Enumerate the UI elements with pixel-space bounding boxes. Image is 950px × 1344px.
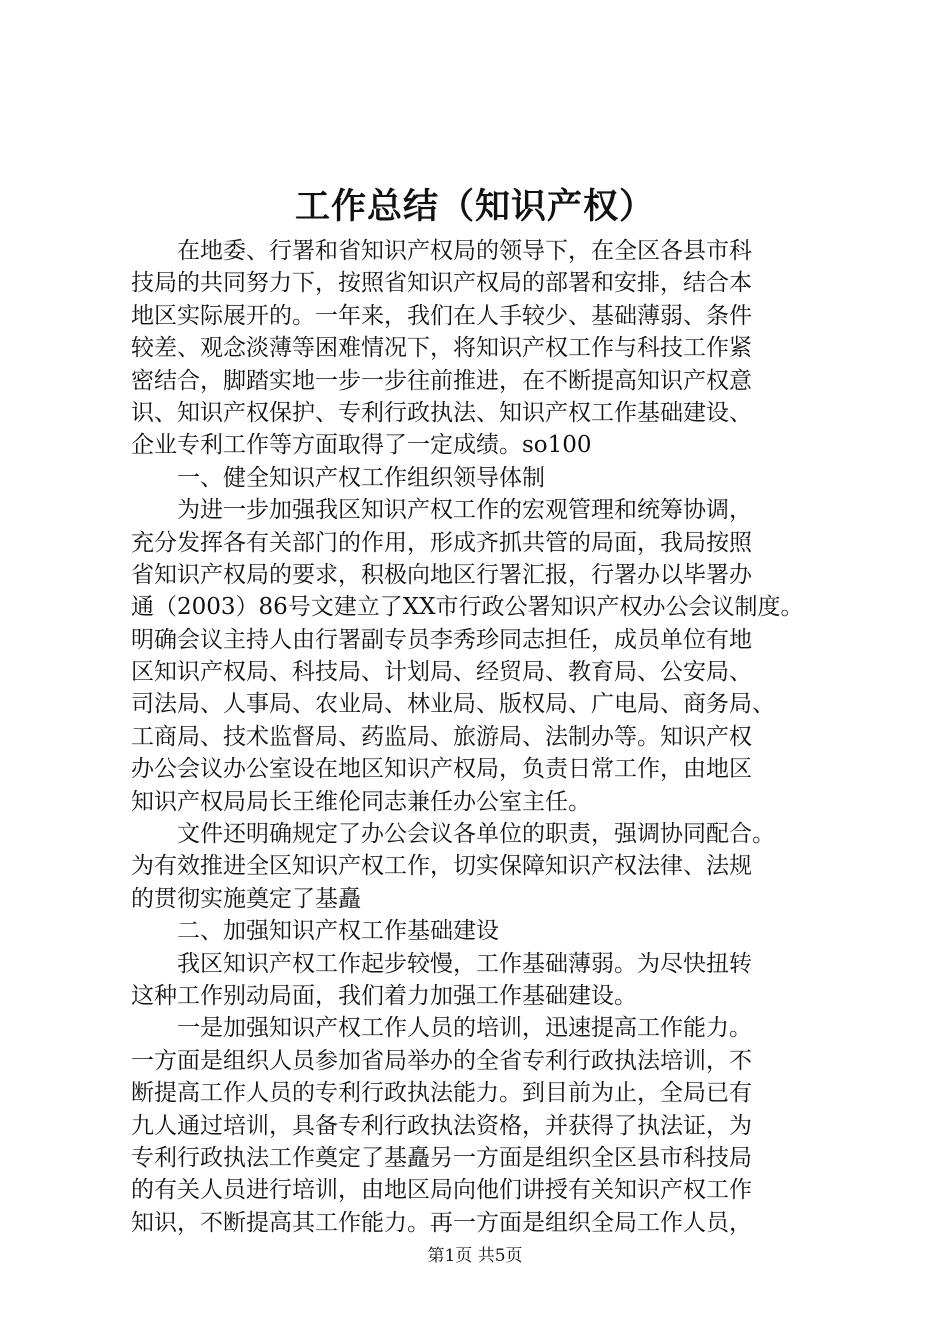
body-line: 办公会议办公室设在地区知识产权局，负责日常工作，由地区 [131,756,752,783]
body-line: 一、健全知识产权工作组织领导体制 [131,464,545,491]
body-line: 明确会议主持人由行署副专员李秀珍同志担任，成员单位有地 [131,626,752,653]
body-line: 充分发挥各有关部门的作用，形成齐抓共管的局面，我局按照 [131,529,752,556]
body-line: 断提高工作人员的专利行政执法能力。到目前为止，全局已有 [131,1080,752,1107]
body-line: 一是加强知识产权工作人员的培训，迅速提高工作能力。 [131,1015,752,1042]
body-line: 通（2003）86号文建立了XX市行政公署知识产权办公会议制度。 [131,594,804,621]
body-line: 知识，不断提高其工作能力。再一方面是组织全局工作人员， [131,1209,752,1236]
body-line: 的有关人员进行培训，由地区局向他们讲授有关知识产权工作 [131,1177,752,1204]
body-line: 企业专利工作等方面取得了一定成绩。so100 [131,432,592,459]
body-line: 司法局、人事局、农业局、林业局、版权局、广电局、商务局、 [131,691,775,718]
document-body [131,235,841,1239]
page-footer: 第1页 共5页 [427,1246,523,1266]
body-line: 工商局、技术监督局、药监局、旅游局、法制办等。知识产权 [131,723,752,750]
body-line: 区知识产权局、科技局、计划局、经贸局、教育局、公安局、 [131,659,752,686]
body-line: 二、加强知识产权工作基础建设 [131,918,499,945]
document-title: 工作总结（知识产权） [294,187,655,227]
body-line: 为进一步加强我区知识产权工作的宏观管理和统筹协调， [131,497,752,524]
body-line: 为有效推进全区知识产权工作，切实保障知识产权法律、法规 [131,853,752,880]
body-line: 我区知识产权工作起步较慢，工作基础薄弱。为尽快扭转 [131,950,752,977]
body-line: 省知识产权局的要求，积极向地区行署汇报，行署办以毕署办 [131,561,752,588]
body-line: 较差、观念淡薄等困难情况下，将知识产权工作与科技工作紧 [131,335,752,362]
body-line: 密结合，脚踏实地一步一步往前推进，在不断提高知识产权意 [131,367,752,394]
body-line: 一方面是组织人员参加省局举办的全省专利行政执法培训，不 [131,1047,752,1074]
body-line: 这种工作别动局面，我们着力加强工作基础建设。 [131,982,637,1009]
body-line: 在地委、行署和省知识产权局的领导下，在全区各县市科 [131,238,752,264]
body-line: 知识产权局局长王维伦同志兼任办公室主任。 [131,788,591,815]
body-line: 文件还明确规定了办公会议各单位的职责，强调协同配合。 [131,821,775,848]
body-line: 识、知识产权保护、专利行政执法、知识产权工作基础建设、 [131,399,752,426]
body-line: 地区实际展开的。一年来，我们在人手较少、基础薄弱、条件 [131,302,752,329]
body-line: 九人通过培训，具备专利行政执法资格，并获得了执法证，为 [131,1112,752,1139]
body-line: 技局的共同努力下，按照省知识产权局的部署和安排，结合本 [131,270,752,297]
body-line: 的贯彻实施奠定了基矗 [131,885,361,912]
body-line: 专利行政执法工作奠定了基矗另一方面是组织全区县市科技局 [131,1144,752,1171]
